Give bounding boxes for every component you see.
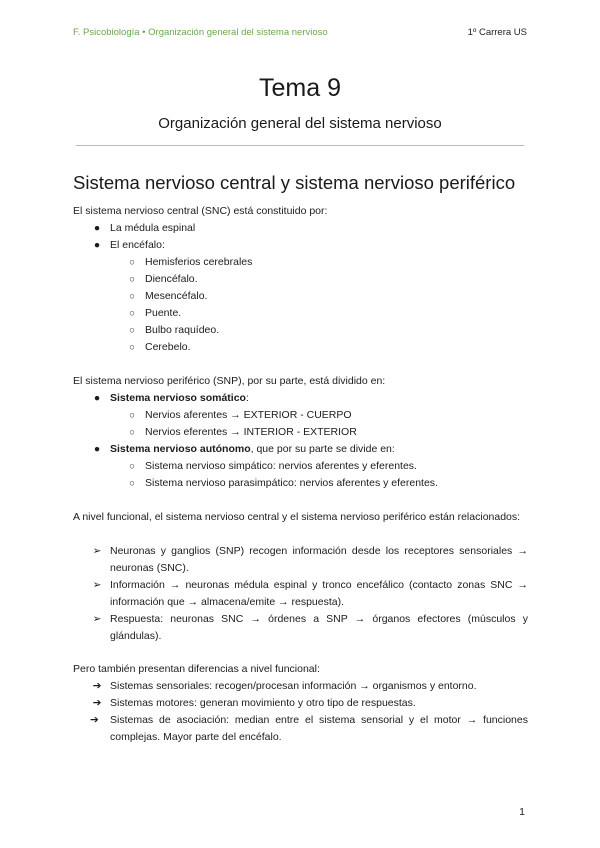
snc-item-medula: [93, 220, 196, 237]
snp-autonomic-sub-item: [129, 458, 417, 475]
list-item-text: Nervios eferentes → INTERIOR - EXTERIOR: [145, 426, 357, 438]
circle-marker: ○: [129, 410, 135, 421]
snp-autonomic-sub-item: [129, 475, 438, 492]
circle-marker: ○: [129, 274, 135, 285]
section-heading: Sistema nervioso central y sistema nervioso periférico: [73, 172, 516, 193]
bullet-marker: ●: [93, 392, 101, 404]
list-item-text: Cerebelo.: [145, 341, 191, 353]
list-item-text: Sistemas motores: generan movimiento y otro tipo de respuestas.: [110, 697, 416, 709]
list-item-text: Sistemas sensoriales: recogen/procesan información → organismos y entorno.: [110, 680, 477, 692]
snp-item-somatico: [93, 390, 249, 407]
bullet-marker: ●: [93, 222, 101, 234]
list-item-text: Bulbo raquídeo.: [145, 324, 220, 336]
snp-somatic-sub-item: [129, 407, 352, 424]
snc-sub-item: [129, 305, 182, 322]
circle-marker: ○: [129, 427, 135, 438]
differences-item: [92, 695, 416, 712]
functional-intro: A nivel funcional, el sistema nervioso central y el sistema nervioso periférico están relacionados:: [73, 511, 521, 523]
circle-marker: ○: [129, 291, 135, 302]
circle-marker: ○: [129, 478, 135, 489]
list-item-text: Mesencéfalo.: [145, 290, 208, 302]
bullet-marker: ●: [93, 239, 101, 251]
circle-marker: ○: [129, 257, 135, 268]
autonomic-label: Sistema nervioso autónomo: [110, 443, 251, 455]
circle-marker: ○: [129, 461, 135, 472]
header-course-title: F. Psicobiología • Organización general del sistema nervioso: [73, 27, 328, 38]
list-item-text: Respuesta: neuronas SNC → órdenes a SNP → órganos efectores (músculos y glándulas).: [110, 613, 528, 642]
arrow-marker: ➔: [92, 680, 102, 692]
autonomic-label-rest: , que por su parte se divide en:: [250, 443, 395, 455]
list-item-text: Sistema nervioso parasimpático: nervios aferentes y eferentes.: [145, 477, 438, 489]
differences-item: [92, 678, 477, 695]
bullet-marker: ●: [93, 443, 101, 455]
differences-intro: Pero también presentan diferencias a nivel funcional:: [73, 663, 320, 675]
list-item-text: Sistemas de asociación: median entre el sistema sensorial y el motor → funciones complejas. Mayor parte del encéfalo.: [110, 714, 528, 743]
list-item-text: Información → neuronas médula espinal y tronco encefálico (contacto zonas SNC → información que → almacena/emite → respuesta).: [110, 579, 528, 608]
functional-item: [92, 611, 528, 645]
snp-intro: El sistema nervioso periférico (SNP), por su parte, está dividido en:: [73, 375, 386, 387]
page-header: [73, 27, 527, 38]
somatic-label-rest: :: [245, 392, 249, 404]
arrow-marker: ➢: [92, 545, 102, 557]
arrow-marker: ➢: [92, 579, 102, 591]
snc-sub-item: [129, 271, 198, 288]
page-title: Tema 9: [259, 74, 341, 102]
circle-marker: ○: [129, 308, 135, 319]
functional-item: [92, 543, 528, 577]
snc-intro: El sistema nervioso central (SNC) está constituido por:: [73, 205, 328, 217]
title-divider: [76, 145, 524, 146]
circle-marker: ○: [129, 325, 135, 336]
snp-somatic-sub-item: [129, 424, 357, 441]
snc-sub-item: [129, 254, 253, 271]
header-course-year: 1º Carrera US: [467, 27, 527, 38]
list-item-text: Sistema nervioso simpático: nervios aferentes y eferentes.: [145, 460, 417, 472]
list-item-text: Nervios aferentes → EXTERIOR - CUERPO: [145, 409, 352, 421]
list-item-text: Hemisferios cerebrales: [145, 256, 253, 268]
snp-item-autonomo: [93, 441, 395, 458]
somatic-label: Sistema nervioso somático: [110, 392, 246, 404]
page-number: 1: [519, 806, 525, 818]
differences-item: [90, 712, 528, 746]
circle-marker: ○: [129, 342, 135, 353]
arrow-marker: ➔: [92, 697, 102, 709]
snc-sub-item: [129, 339, 191, 356]
arrow-marker: ➢: [92, 613, 102, 625]
snc-item-encefalo: [93, 237, 165, 254]
snc-sub-item: [129, 322, 220, 339]
list-item-text: La médula espinal: [110, 222, 196, 234]
page-subtitle: Organización general del sistema nervioso: [158, 115, 442, 132]
list-item-text: El encéfalo:: [110, 239, 165, 251]
list-item-text: Neuronas y ganglios (SNP) recogen información desde los receptores sensoriales → neuronas (SNC).: [110, 545, 528, 574]
list-item-text: Diencéfalo.: [145, 273, 198, 285]
list-item-text: Puente.: [145, 307, 182, 319]
functional-item: [92, 577, 528, 611]
snc-sub-item: [129, 288, 208, 305]
arrow-marker: ➔: [90, 714, 99, 726]
